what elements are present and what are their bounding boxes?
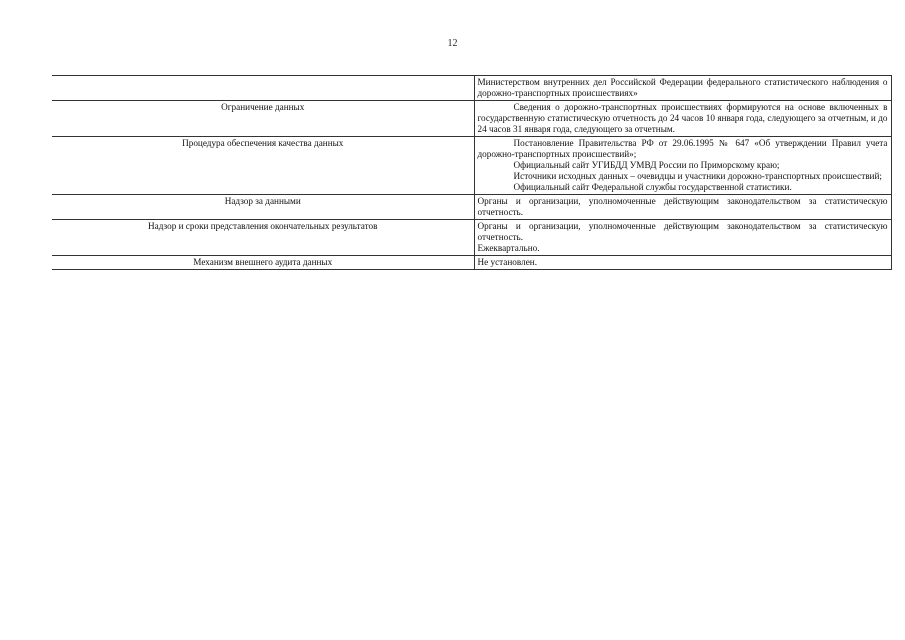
value-paragraph: Ежеквартально. [477,243,540,253]
row-value [474,256,891,270]
page-number: 12 [447,38,458,49]
value-paragraph: Постановление Правительства РФ от 29.06.1995 № 647 «Об утверждении Правил учета дорожно-транспортных происшествий»; [477,138,888,159]
table-row [52,137,891,195]
metadata-table [52,75,892,270]
value-paragraph: Источники исходных данных – очевидцы и участники дорожно-транспортных происшествий; [513,171,882,181]
value-paragraph: Официальный сайт УГИБДД УМВД России по Приморскому краю; [513,160,780,170]
row-value [474,195,891,220]
value-paragraph: Сведения о дорожно-транспортных происшествиях формируются на основе включенных в государственную статистическую отчетность до 24 часов 10 января года, следующего за отчетным, и до 24 часов 31 января года, следующего за отчетным. [477,102,888,134]
value-paragraph: Не установлен. [477,257,537,267]
row-value [474,220,891,256]
row-label: Механизм внешнего аудита данных [52,256,474,270]
row-label: Процедура обеспечения качества данных [52,137,474,195]
value-paragraph: Министерством внутренних дел Российской Федерации федерального статистического наблюдения о дорожно-транспортных происшествиях» [477,77,888,98]
value-paragraph: Органы и организации, уполномоченные действующим законодательством за статистическую отчетность. [477,196,888,217]
row-label: Надзор за данными [52,195,474,220]
value-paragraph: Официальный сайт Федеральной службы государственной статистики. [513,182,792,192]
row-label: Ограничение данных [52,101,474,137]
table-row [52,101,891,137]
row-value [474,137,891,195]
row-label [52,76,474,101]
value-paragraph: Органы и организации, уполномоченные действующим законодательством за статистическую отчетность. [477,221,888,242]
table-row [52,220,891,256]
table-row [52,195,891,220]
row-label: Надзор и сроки представления окончательных результатов [52,220,474,256]
row-value [474,76,891,101]
table-row [52,256,891,270]
row-value [474,101,891,137]
table-row [52,76,891,101]
